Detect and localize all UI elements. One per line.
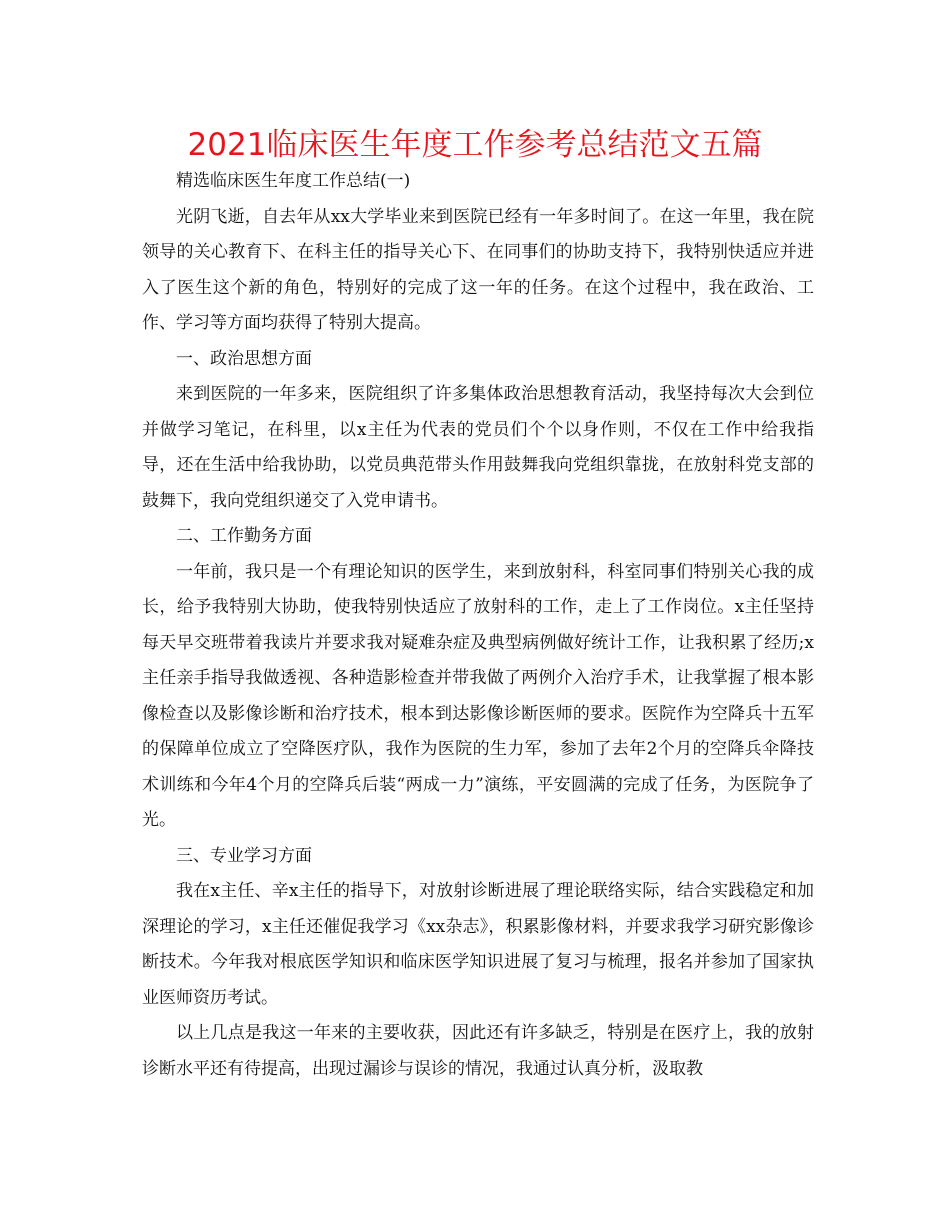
body-paragraph: 一年前，我只是一个有理论知识的医学生，来到放射科，科室同事们特别关心我的成长，给予我特别大协助，使我特别快适应了放射科的工作，走上了工作岗位。x主任坚持每天早交班带着我读片并要求我对疑难杂症及典型病例做好统计工作，让我积累了经历;x主任亲手指导我做透视、各种造影检查并带我做了两例介入治疗手术，让我掌握了根本影像检查以及影像诊断和治疗技术，根本到达影像诊断医师的要求。医院作为空降兵十五军的保障单位成立了空降医疗队，我作为医院的生力军，参加了去年2个月的空降兵伞降技术训练和今年4个月的空降兵后装“两成一力”演练，平安圆满的完成了任务，为医院争了光。 [142, 561, 814, 830]
section-subtitle: 精选临床医生年度工作总结(一) [176, 171, 411, 191]
section-heading-work: 二、工作勤务方面 [176, 526, 312, 546]
body-paragraph: 来到医院的一年多来，医院组织了许多集体政治思想教育活动，我坚持每次大会到位并做学习笔记，在科里，以x主任为代表的党员们个个以身作则，不仅在工作中给我指导，还在生活中给我协助，以党员典范带头作用鼓舞我向党组织靠拢，在放射科党支部的鼓舞下，我向党组织递交了入党申请书。 [142, 384, 814, 511]
section-heading-study: 三、专业学习方面 [176, 845, 312, 866]
body-paragraph: 光阴飞逝，自去年从xx大学毕业来到医院已经有一年多时间了。在这一年里，我在院领导的关心教育下、在科主任的指导关心下、在同事们的协助支持下，我特别快适应并进入了医生这个新的角色，特别好的完成了这一年的任务。在这个过程中，我在政治、工作、学习等方面均获得了特别大提高。 [142, 206, 814, 333]
body-paragraph: 以上几点是我这一年来的主要收获，因此还有许多缺乏，特别是在医疗上，我的放射诊断水平还有待提高，出现过漏诊与误诊的情况，我通过认真分析，汲取教 [142, 1023, 814, 1079]
body-paragraph: 我在x主任、辛x主任的指导下，对放射诊断进展了理论联络实际，结合实践稳定和加深理论的学习，x主任还催促我学习《xx杂志》，积累影像材料，并要求我学习研究影像诊断技术。今年我对根底医学知识和临床医学知识进展了复习与梳理，报名并参加了国家执业医师资历考试。 [142, 881, 814, 1008]
document-body [142, 164, 814, 1087]
section-heading-politics: 一、政治思想方面 [176, 348, 312, 369]
document-title: 2021临床医生年度工作参考总结范文五篇 [187, 127, 763, 163]
